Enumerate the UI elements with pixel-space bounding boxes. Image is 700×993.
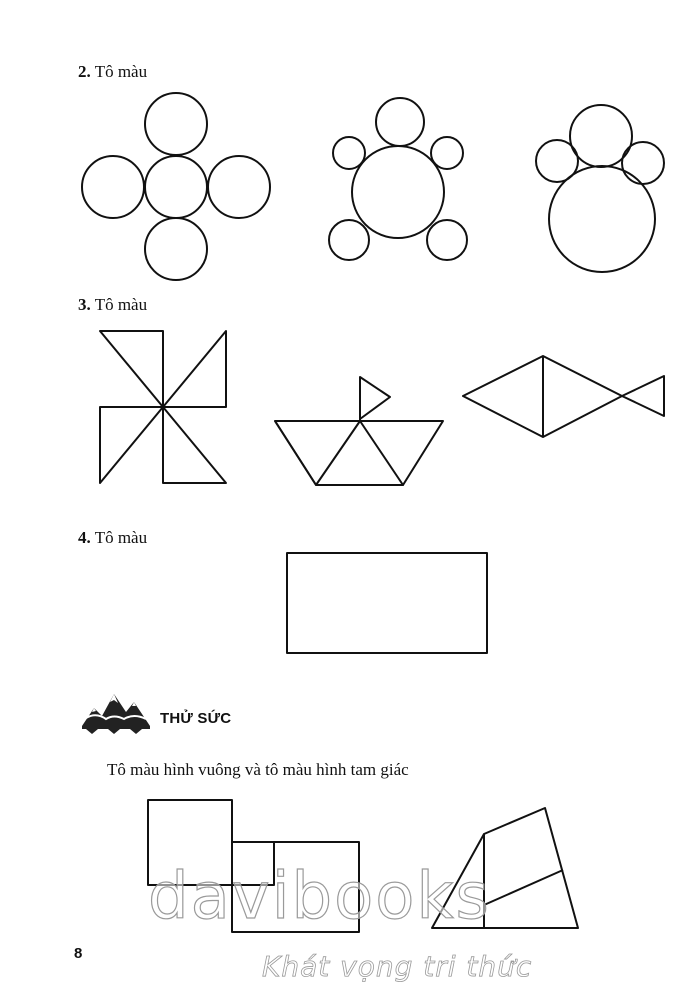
watermark-tagline: Khát vọng tri thức bbox=[262, 950, 533, 983]
fish-figure[interactable] bbox=[463, 356, 664, 437]
mountain-icon bbox=[80, 688, 152, 734]
exercise-instruction: Tô màu bbox=[94, 62, 148, 81]
watermark-brand: davibooks bbox=[148, 860, 491, 934]
page-number: 8 bbox=[74, 945, 83, 962]
exercise-number: 2. bbox=[78, 62, 91, 81]
exercise-instruction: Tô màu bbox=[94, 528, 148, 547]
circle-turtle-figure[interactable] bbox=[329, 98, 467, 260]
exercise-number: 3. bbox=[78, 295, 91, 314]
exercise-number: 4. bbox=[78, 528, 91, 547]
challenge-instruction: Tô màu hình vuông và tô màu hình tam giác bbox=[107, 760, 409, 779]
circle-bear-figure[interactable] bbox=[536, 105, 664, 272]
boat-figure[interactable] bbox=[275, 377, 443, 485]
rectangle-figure[interactable] bbox=[287, 553, 487, 653]
circle-cross-figure[interactable] bbox=[82, 93, 270, 280]
challenge-heading: THỬ SỨC bbox=[160, 710, 232, 727]
pinwheel-figure[interactable] bbox=[100, 331, 226, 483]
exercise-instruction: Tô màu bbox=[94, 295, 148, 314]
